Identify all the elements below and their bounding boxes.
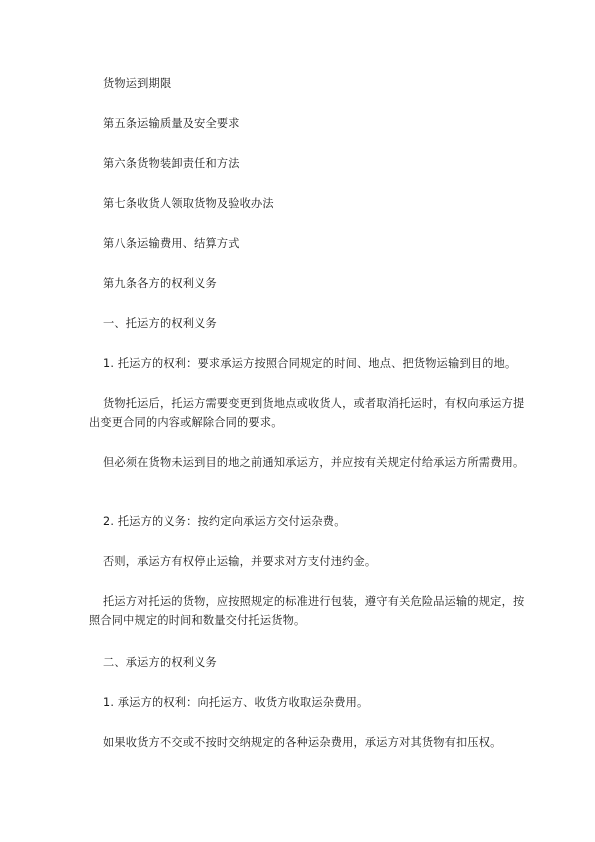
paragraph-lien: 如果收货方不交或不按时交纳规定的各种运杂费用，承运方对其货物有扣压权。 bbox=[103, 736, 502, 749]
paragraph-packaging: 托运方对托运的货物，应按照规定的标准进行包装，遵守有关危险品运输的规定，按照合同中规定的时间和数量交付托运货物。 bbox=[89, 595, 525, 627]
paragraph-article-6: 第六条货物装卸责任和方法 bbox=[103, 157, 240, 170]
paragraph-carrier-rights: 1. 承运方的权利：向托运方、收货方收取运杂费用。 bbox=[103, 696, 369, 709]
section-heading-carrier: 二、承运方的权利义务 bbox=[103, 656, 217, 669]
section-heading-shipper: 一、托运方的权利义务 bbox=[103, 317, 217, 330]
paragraph-notify-carrier: 但必须在货物未运到目的地之前通知承运方，并应按有关规定付给承运方所需费用。 bbox=[103, 456, 525, 469]
paragraph-article-8: 第八条运输费用、结算方式 bbox=[103, 237, 240, 250]
paragraph-article-7: 第七条收货人领取货物及验收办法 bbox=[103, 197, 274, 210]
paragraph-article-5: 第五条运输质量及安全要求 bbox=[103, 117, 240, 130]
paragraph-article-9: 第九条各方的权利义务 bbox=[103, 277, 217, 290]
paragraph-delivery-period: 货物运到期限 bbox=[103, 77, 172, 90]
paragraph-penalty: 否则，承运方有权停止运输，并要求对方支付违约金。 bbox=[103, 555, 377, 568]
paragraph-shipper-rights: 1. 托运方的权利：要求承运方按照合同规定的时间、地点、把货物运输到目的地。 bbox=[103, 357, 517, 370]
paragraph-shipper-obligations: 2. 托运方的义务：按约定向承运方交付运杂费。 bbox=[103, 515, 346, 528]
paragraph-shipper-change: 货物托运后，托运方需要变更到货地点或收货人，或者取消托运时，有权向承运方提出变更合同的内容或解除合同的要求。 bbox=[89, 397, 525, 429]
